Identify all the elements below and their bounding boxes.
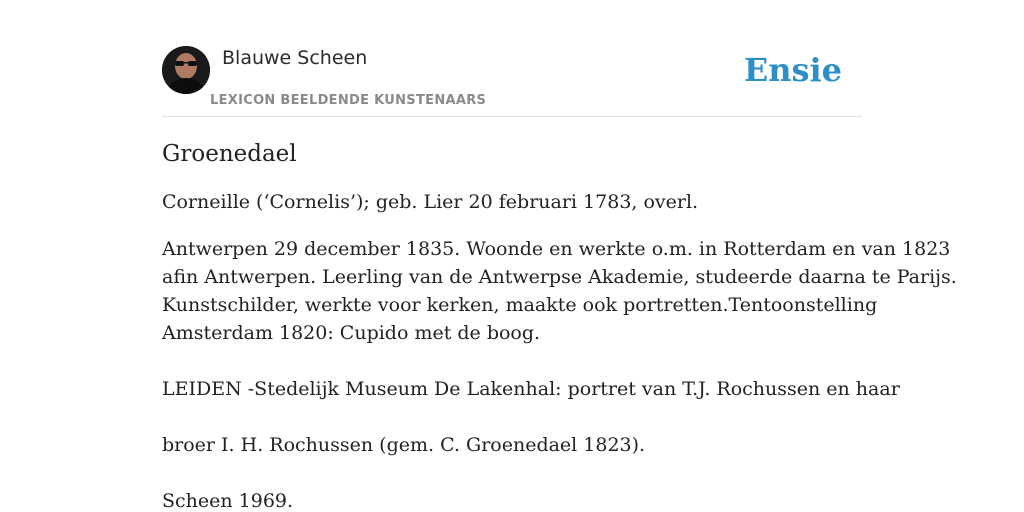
article-paragraph-1: Corneille (‘Cornelis’); geb. Lier 20 februari 1783, overl. [162, 191, 699, 213]
article-line: Kunstschilder, werkte voor kerken, maakte ook portretten.Tentoonstelling [162, 294, 878, 316]
article-line: broer I. H. Rochussen (gem. C. Groenedael 1823). [162, 434, 646, 456]
line-spacer [162, 403, 872, 431]
author-avatar[interactable] [162, 46, 210, 94]
brand-logo[interactable]: Ensie [743, 51, 842, 89]
avatar-photo-icon [162, 46, 210, 94]
article-paragraph-2 [162, 235, 957, 512]
collection-label[interactable]: LEXICON BEELDENDE KUNSTENAARS [210, 93, 487, 108]
line-spacer [162, 347, 872, 375]
line-spacer [162, 459, 872, 487]
header [162, 46, 862, 117]
article-line: Amsterdam 1820: Cupido met de boog. [162, 322, 541, 344]
article-line: Scheen 1969. [162, 490, 294, 512]
article-line: LEIDEN -Stedelijk Museum De Lakenhal: portret van T.J. Rochussen en haar [162, 378, 900, 400]
article-title: Groenedael [162, 141, 297, 167]
article-line: afin Antwerpen. Leerling van de Antwerpse Akademie, studeerde daarna te Parijs. [162, 266, 957, 288]
author-name[interactable]: Blauwe Scheen [222, 47, 368, 69]
article-line: Antwerpen 29 december 1835. Woonde en werkte o.m. in Rotterdam en van 1823 [162, 238, 951, 260]
article [162, 138, 957, 512]
